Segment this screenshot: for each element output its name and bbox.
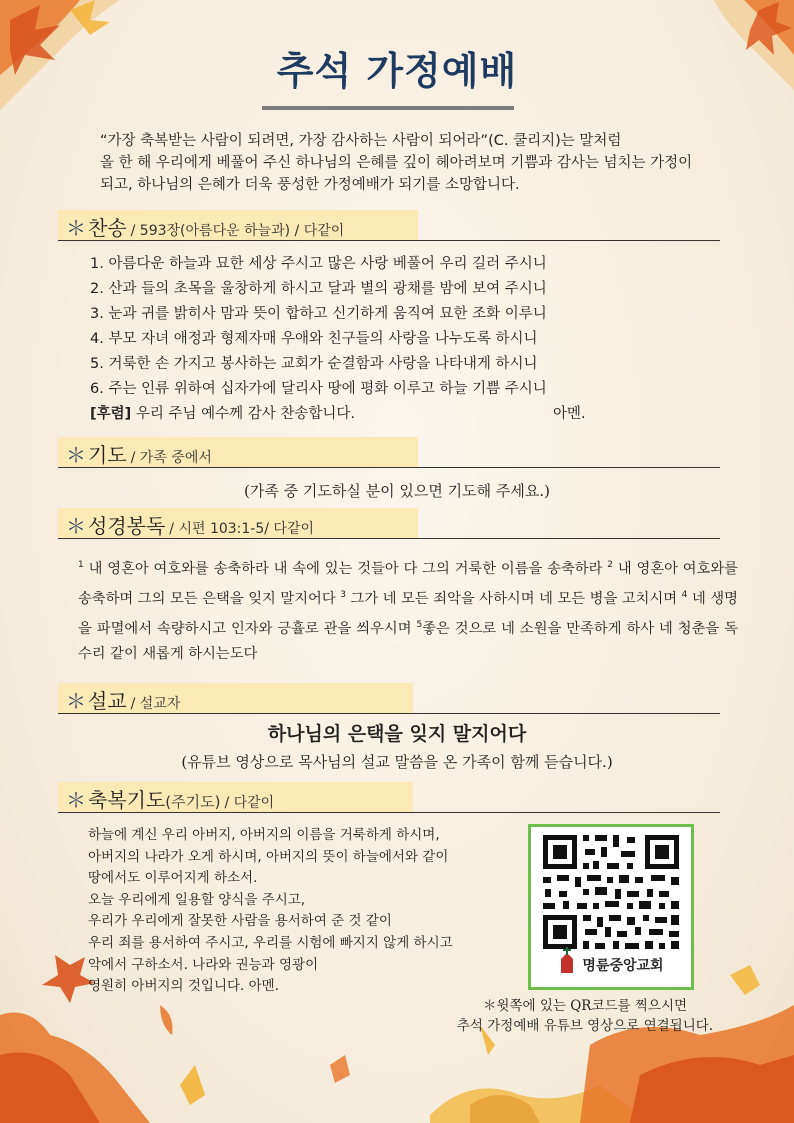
- prayer-line: 오늘 우리에게 일용할 양식을 주시고,: [88, 891, 306, 908]
- refrain-label: [후렴]: [90, 406, 132, 422]
- refrain-amen: 아멘.: [553, 406, 586, 422]
- section-heading: [66, 784, 274, 813]
- section-subtitle: / 시편 103:1-5/ 다같이: [169, 521, 314, 537]
- qr-caption-line-2: 추석 가정예배 유튜브 영상으로 연결됩니다.: [456, 1018, 714, 1034]
- refrain-text: 우리 주님 예수께 감사 찬송합니다.: [135, 406, 356, 422]
- verse-text: 그가 네 모든 죄악을 사하시며 네 모든 병을 고치시며: [345, 590, 682, 607]
- page-title: 추석 가정예배: [276, 49, 518, 93]
- intro-paragraph: [100, 130, 760, 196]
- prayer-line: 영원히 아버지의 것입니다. 아멘.: [88, 978, 279, 995]
- verse-text: 내 영혼아 여호와를 송축하라 내 속에 있는 것들아 다 그의 거룩한 이름을 송축하라: [83, 560, 608, 577]
- verse-text: 좋은 것으로 네 소원을 만족하게 하사 네 청춘을 독수리 같이 새롭게 하시는도다: [78, 620, 738, 663]
- section-subtitle: / 설교자: [130, 696, 181, 712]
- hymn-verse: 1. 아름다운 하늘과 묘한 세상 주시고 많은 사랑 베풀어 우리 길러 주시니: [90, 256, 547, 272]
- prayer-line: 우리가 우리에게 잘못한 사람을 용서하여 준 것 같이: [88, 913, 392, 930]
- section-heading: [66, 510, 314, 539]
- hymn-verse: 5. 거룩한 손 가지고 봉사하는 교회가 순결함과 사랑을 나타내게 하시니: [90, 356, 538, 372]
- verse-text: 내 영혼아 여호와를 송축하며 그의 모든 은택을 잊지 말지어다: [78, 560, 738, 607]
- section-heading: [66, 212, 344, 241]
- intro-line-2: 올 한 해 우리에게 베풀어 주신 하나님의 은혜를 깊이 헤아려보며 기쁨과 감사는 넘치는 가정이: [100, 155, 693, 171]
- hymn-verse: 6. 주는 인류 위하여 십자가에 달리사 땅에 평화 이루고 하늘 기쁨 주시니: [90, 381, 547, 397]
- hymn-verse: 4. 부모 자녀 애정과 형제자매 우애와 친구들의 사랑을 나누도록 하시니: [90, 331, 538, 347]
- section-title: 기도: [88, 443, 127, 467]
- qr-code-card[interactable]: [528, 824, 694, 990]
- sermon-note: (유튜브 영상으로 목사님의 설교 말씀을 온 가족이 함께 듣습니다.): [181, 753, 613, 771]
- section-hymn-header: [58, 210, 720, 241]
- prayer-line: 땅에서도 이루어지게 하소서.: [88, 870, 258, 887]
- verse-number: 1: [78, 560, 84, 570]
- qr-caption: [420, 996, 750, 1036]
- intro-line-1: “가장 축복받는 사람이 되려면, 가장 감사하는 사람이 되어라”(C. 쿨리지)는 말처럼: [100, 133, 622, 149]
- asterisk-icon: ＊: [66, 514, 86, 538]
- hymn-refrain: [90, 402, 650, 427]
- section-subtitle: / 다같이: [224, 795, 275, 811]
- scripture-passage: [78, 552, 738, 667]
- prayer-line: 하늘에 계신 우리 아버지, 아버지의 이름을 거룩하게 하시며,: [88, 827, 440, 843]
- verse-number: 3: [340, 589, 346, 600]
- verse-number: 2: [607, 560, 613, 570]
- section-title: 축복기도: [88, 788, 166, 812]
- qr-caption-line-1: ＊윗쪽에 있는 QR코드를 찍으시면: [482, 998, 688, 1014]
- prayer-line: 악에서 구하소서. 나라와 권능과 영광이: [88, 956, 319, 973]
- verse-number: 4: [681, 589, 688, 600]
- hymn-verse: 3. 눈과 귀를 밝히사 맘과 뜻이 합하고 신기하게 움직여 묘한 조화 이루니: [90, 306, 547, 322]
- section-heading: [66, 685, 180, 714]
- prayer-line: 아버지의 나라가 오게 하시며, 아버지의 뜻이 하늘에서와 같이: [88, 848, 449, 865]
- verse-text: 네 생명을 파멸에서 속량하시고 인자와 긍휼로 관을 씌우시며: [78, 590, 738, 637]
- section-title-tail: (주기도): [165, 793, 221, 811]
- title-underline: [262, 106, 514, 110]
- lords-prayer: [88, 825, 498, 998]
- section-subtitle: / 가족 중에서: [130, 450, 212, 466]
- qr-code-icon[interactable]: [531, 827, 691, 987]
- prayer-line: 우리 죄를 용서하여 주시고, 우리를 시험에 빠지지 않게 하시고: [88, 934, 453, 951]
- section-scripture-header: [58, 508, 720, 539]
- section-blessing-header: [58, 782, 720, 813]
- section-title: 성경봉독: [88, 514, 166, 538]
- section-heading: [66, 439, 212, 468]
- prayer-note: (가족 중 기도하실 분이 있으면 기도해 주세요.): [244, 482, 550, 500]
- sermon-title: 하나님의 은택을 잊지 말지어다: [267, 723, 527, 745]
- asterisk-icon: ＊: [66, 689, 86, 713]
- asterisk-icon: ＊: [66, 788, 86, 812]
- hymn-verses: [90, 252, 650, 427]
- asterisk-icon: ＊: [66, 216, 86, 240]
- section-title: 찬송: [88, 216, 127, 240]
- intro-line-3: 되고, 하나님의 은혜가 더욱 풍성한 가정예배가 되기를 소망합니다.: [100, 177, 520, 193]
- section-sermon-header: [58, 683, 720, 714]
- verse-number: 5: [416, 619, 423, 630]
- section-prayer-header: [58, 437, 720, 468]
- section-title: 설교: [88, 689, 127, 713]
- hymn-verse: 2. 산과 들의 초목을 울창하게 하시고 달과 별의 광채를 밤에 보여 주시니: [90, 281, 547, 297]
- church-name: 명륜중앙교회: [582, 958, 664, 974]
- section-subtitle: / 593장(아름다운 하늘과) / 다같이: [130, 223, 345, 239]
- asterisk-icon: ＊: [66, 443, 86, 467]
